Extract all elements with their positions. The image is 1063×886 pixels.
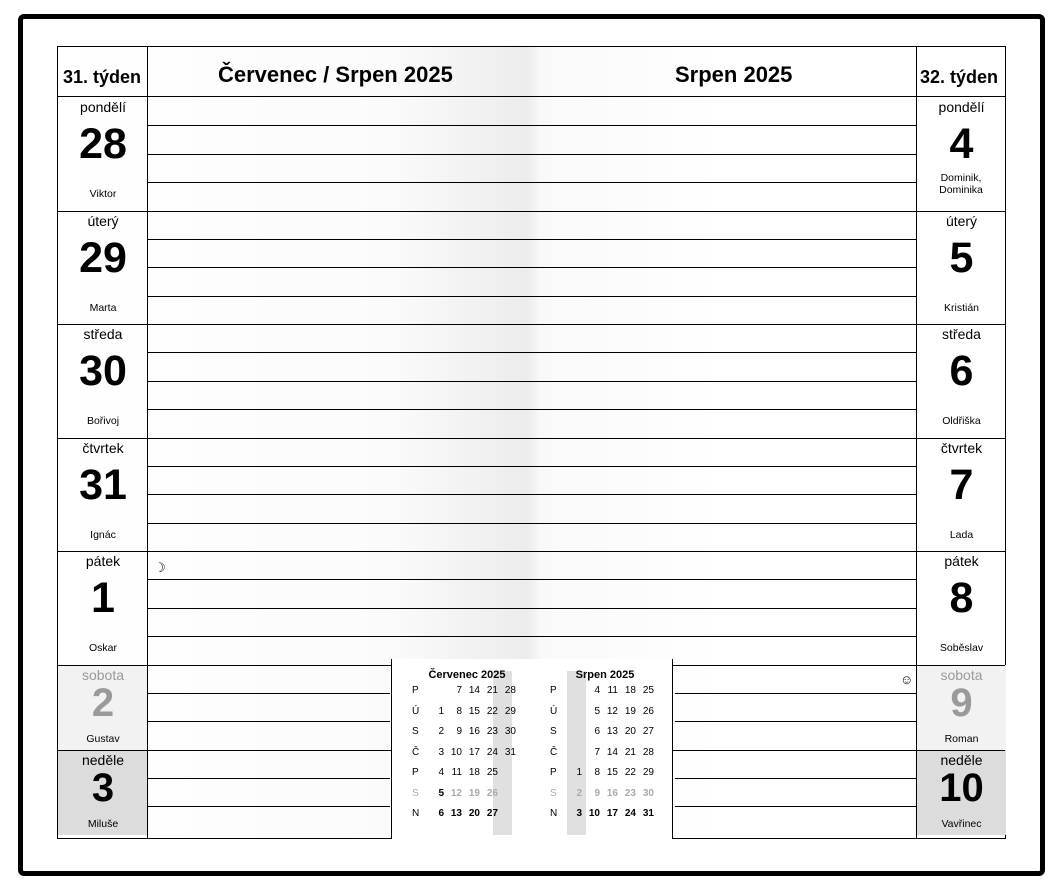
left-day-cell (58, 97, 148, 211)
weekday-label: Č (412, 746, 420, 758)
calendar-date: 1 (438, 705, 444, 717)
writing-line (148, 182, 916, 183)
left-day-cell (58, 551, 148, 665)
calendar-date: 25 (486, 767, 498, 778)
day-name: pondělí (80, 99, 126, 115)
writing-line (148, 239, 916, 240)
calendar-date: 17 (606, 808, 618, 819)
weekday-label: Č (550, 746, 558, 758)
left-week-number: 31. týden (63, 67, 142, 87)
calendar-date: 24 (486, 746, 498, 758)
writing-line (148, 693, 390, 694)
calendar-date: 10 (588, 808, 600, 819)
name-day: Marta (89, 301, 117, 314)
right-week-number: 32. týden (920, 67, 999, 87)
right-day-cell (917, 97, 1006, 211)
writing-line (148, 778, 390, 779)
calendar-date: 6 (438, 808, 444, 819)
weekday-label: Ú (412, 705, 420, 717)
calendar-date: 10 (450, 746, 462, 758)
day-number: 28 (79, 120, 127, 168)
writing-line (148, 608, 916, 609)
day-divider (58, 324, 1005, 325)
day-name: pátek (944, 553, 979, 569)
right-month-title: Srpen 2025 (675, 62, 793, 87)
name-day: Roman (944, 732, 979, 745)
writing-line (675, 806, 916, 807)
mini-calendar-row (550, 747, 654, 761)
calendar-date: 22 (624, 767, 636, 778)
weekday-label: P (550, 685, 557, 696)
day-number: 31 (79, 460, 127, 509)
calendar-date: 19 (468, 787, 480, 799)
calendar-date: 6 (594, 726, 600, 737)
name-day: Vavřinec (941, 817, 982, 830)
mini-calendar-row (412, 767, 516, 781)
calendar-date: 13 (606, 726, 618, 737)
planner-header (58, 47, 1005, 97)
mini-calendar-row (412, 747, 516, 761)
mini-calendars (391, 659, 673, 839)
name-day: Kristián (943, 301, 979, 314)
day-name: čtvrtek (940, 439, 983, 456)
calendar-date: 27 (642, 726, 654, 737)
calendar-date: 9 (594, 787, 600, 799)
name-day: Bořivoj (86, 415, 120, 427)
left-day-cell (58, 324, 148, 438)
day-number: 6 (949, 347, 974, 395)
calendar-date: 17 (468, 746, 480, 758)
calendar-date: 16 (606, 787, 618, 799)
calendar-date: 26 (642, 705, 654, 717)
day-name: pondělí (938, 99, 985, 115)
calendar-date: 15 (606, 767, 618, 778)
weekday-label: N (550, 808, 558, 819)
writing-line (148, 636, 916, 637)
calendar-date: 27 (486, 808, 498, 819)
mini-calendar-row (550, 685, 654, 699)
calendar-date: 19 (624, 705, 636, 717)
writing-line (148, 154, 916, 155)
calendar-date: 16 (468, 726, 480, 737)
calendar-date: 31 (504, 746, 516, 758)
calendar-date: 4 (438, 767, 444, 778)
right-day-cell (917, 211, 1006, 325)
weekday-label: P (550, 767, 557, 778)
mini-calendar-row (412, 685, 516, 699)
calendar-date: 5 (594, 705, 600, 717)
weekday-label: S (550, 787, 557, 799)
mini-calendar-row (412, 808, 516, 822)
calendar-date: 2 (438, 726, 444, 737)
weekday-label: P (412, 685, 419, 696)
day-number: 10 (939, 765, 984, 810)
weekly-planner (57, 46, 1006, 839)
writing-line (675, 778, 916, 779)
full-moon-icon: ☺ (900, 672, 914, 687)
name-day: Oldřiška (942, 415, 981, 427)
day-name: pátek (85, 553, 121, 569)
day-number: 9 (950, 680, 973, 725)
day-number: 7 (949, 460, 974, 509)
writing-line (148, 494, 916, 495)
writing-line (148, 466, 916, 467)
writing-line (148, 721, 390, 722)
calendar-date: 23 (486, 726, 498, 737)
name-day: Miluše (87, 817, 119, 830)
day-name: úterý (945, 212, 978, 229)
calendar-date: 20 (624, 726, 636, 737)
day-name: sobota (940, 666, 983, 683)
day-number: 2 (91, 680, 115, 725)
calendar-date: 24 (624, 808, 636, 819)
writing-line (148, 352, 916, 353)
right-day-cell (917, 324, 1006, 438)
calendar-date: 22 (486, 705, 498, 717)
left-day-cell (58, 665, 148, 750)
calendar-date: 11 (607, 685, 618, 696)
writing-line (148, 381, 916, 382)
calendar-date: 18 (468, 767, 480, 778)
name-day: Gustav (86, 732, 120, 745)
weekday-label: N (412, 808, 420, 819)
mini-calendar-title: Srpen 2025 (575, 669, 635, 681)
calendar-date: 1 (576, 767, 582, 778)
calendar-date: 2 (576, 787, 582, 799)
writing-line (148, 523, 916, 524)
calendar-date: 7 (456, 685, 462, 696)
calendar-date: 4 (594, 685, 600, 696)
mini-calendar-row (550, 808, 654, 822)
first-quarter-moon-icon: ☽ (154, 560, 166, 575)
day-name: neděle (940, 751, 983, 768)
day-divider (58, 438, 1005, 439)
day-divider (58, 211, 1005, 212)
day-divider (58, 551, 1005, 552)
weekday-label: P (412, 767, 419, 778)
mini-calendar-row (412, 726, 516, 740)
left-day-cell (58, 750, 148, 835)
calendar-date: 11 (451, 767, 462, 778)
day-number: 3 (91, 765, 115, 810)
day-name: neděle (81, 751, 125, 768)
calendar-date: 21 (486, 685, 498, 696)
weekday-label: S (412, 787, 419, 799)
left-day-cell (58, 211, 148, 325)
day-number: 29 (79, 233, 127, 282)
name-day: Viktor (89, 188, 117, 200)
writing-line (675, 693, 916, 694)
day-name: středa (83, 326, 123, 342)
right-day-cell (917, 438, 1006, 552)
mini-calendar-row (550, 726, 654, 740)
calendar-date: 21 (624, 746, 636, 758)
right-day-cell (917, 551, 1006, 665)
name-day: Lada (949, 528, 974, 541)
weekday-label: Ú (550, 705, 558, 717)
writing-line (148, 125, 916, 126)
calendar-date: 9 (456, 726, 462, 737)
calendar-date: 5 (438, 787, 444, 799)
calendar-date: 30 (504, 726, 516, 737)
calendar-date: 30 (642, 787, 654, 799)
mini-calendar-row (550, 788, 654, 802)
calendar-date: 26 (486, 787, 498, 799)
mini-calendar-row (550, 767, 654, 781)
calendar-date: 14 (606, 746, 618, 758)
calendar-date: 7 (594, 746, 600, 758)
calendar-date: 13 (450, 808, 462, 819)
calendar-date: 29 (642, 767, 654, 778)
day-name: sobota (81, 666, 125, 683)
calendar-date: 8 (594, 767, 600, 778)
left-month-title: Červenec / Srpen 2025 (218, 62, 453, 87)
left-column-divider (147, 47, 148, 838)
calendar-date: 29 (504, 705, 516, 717)
right-day-cell (917, 750, 1006, 835)
writing-line (148, 579, 916, 580)
calendar-date: 15 (468, 705, 480, 717)
calendar-date: 12 (450, 787, 462, 799)
weekday-label: S (412, 726, 419, 737)
right-column-divider (916, 47, 917, 838)
day-name: čtvrtek (82, 439, 124, 456)
day-number: 1 (91, 574, 115, 622)
name-day: Soběslav (939, 642, 984, 654)
name-day: Oskar (88, 642, 117, 654)
writing-line (148, 296, 916, 297)
calendar-date: 31 (642, 808, 654, 819)
calendar-date: 3 (576, 808, 582, 819)
calendar-date: 14 (468, 685, 480, 696)
mini-calendar-row (412, 706, 516, 720)
day-name: středa (942, 326, 981, 342)
day-number: 4 (949, 120, 974, 168)
calendar-date: 28 (642, 746, 654, 758)
mini-calendar-row (412, 788, 516, 802)
calendar-date: 23 (624, 787, 636, 799)
day-name: úterý (87, 212, 119, 229)
weekday-label: S (550, 726, 557, 737)
writing-line (675, 721, 916, 722)
calendar-date: 28 (504, 685, 516, 696)
calendar-date: 18 (624, 685, 636, 696)
right-day-cell (917, 665, 1006, 750)
writing-line (148, 409, 916, 410)
name-day: Dominik, Dominika (939, 172, 983, 196)
calendar-date: 25 (642, 685, 654, 696)
mini-calendar-row (550, 706, 654, 720)
left-day-cell (58, 438, 148, 552)
writing-line (148, 267, 916, 268)
mini-calendar-title: Červenec 2025 (428, 669, 506, 681)
day-number: 5 (949, 233, 974, 282)
calendar-date: 12 (606, 705, 618, 717)
calendar-date: 20 (468, 808, 480, 819)
name-day: Ignác (90, 528, 116, 541)
day-number: 8 (949, 574, 974, 622)
writing-line (148, 806, 390, 807)
calendar-date: 3 (438, 746, 444, 758)
day-number: 30 (79, 347, 127, 395)
calendar-date: 8 (456, 705, 462, 717)
